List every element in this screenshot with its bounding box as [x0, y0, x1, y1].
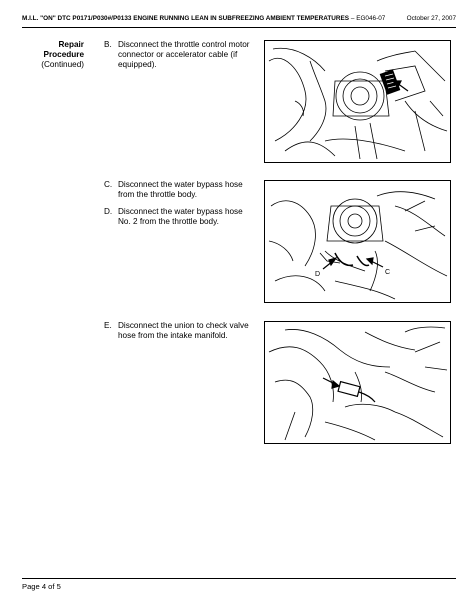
union-check-valve-illustration [265, 322, 450, 443]
callout-d: D [315, 271, 321, 278]
water-bypass-hose-figure [264, 180, 451, 303]
union-check-valve-figure [264, 321, 451, 444]
section-label-line1: Repair [58, 40, 84, 49]
section-label-line2: Procedure [43, 50, 84, 59]
water-bypass-hose-illustration [265, 181, 450, 302]
step-letter: D. [104, 207, 113, 216]
step-letter: E. [104, 321, 112, 330]
step-text: Disconnect the water bypass hose from the throttle body. [118, 180, 243, 199]
header-rule [22, 27, 456, 28]
page-number: Page 4 of 5 [22, 582, 61, 591]
section-label-sub: (Continued) [41, 60, 84, 69]
step-text: Disconnect the throttle control motor connector or accelerator cable (if equipped). [118, 40, 250, 69]
step-c [104, 180, 254, 200]
step-text: Disconnect the water bypass hose No. 2 from the throttle body. [118, 207, 243, 226]
callout-c: C [385, 269, 391, 276]
step-b [104, 40, 254, 70]
document-header [22, 12, 456, 26]
document-date: October 27, 2007 [406, 15, 456, 22]
step-e [104, 321, 254, 341]
document-footer [22, 578, 456, 591]
document-code: – EG046-07 [350, 15, 386, 22]
document-title [22, 12, 385, 26]
step-group-e [104, 321, 254, 348]
step-d [104, 207, 254, 227]
step-letter: B. [104, 40, 112, 49]
step-group-cd [104, 180, 254, 234]
document-title-text: M.I.L. "ON" DTC P0171/P030#/P0133 ENGINE RUNNING LEAN IN SUBFREEZING AMBIENT TEMPERATURES [22, 15, 350, 22]
step-letter: C. [104, 180, 113, 189]
step-text: Disconnect the union to check valve hose from the intake manifold. [118, 321, 249, 340]
section-label [22, 40, 84, 70]
throttle-connector-illustration [265, 41, 450, 162]
step-group-b [104, 40, 254, 77]
throttle-connector-figure [264, 40, 451, 163]
